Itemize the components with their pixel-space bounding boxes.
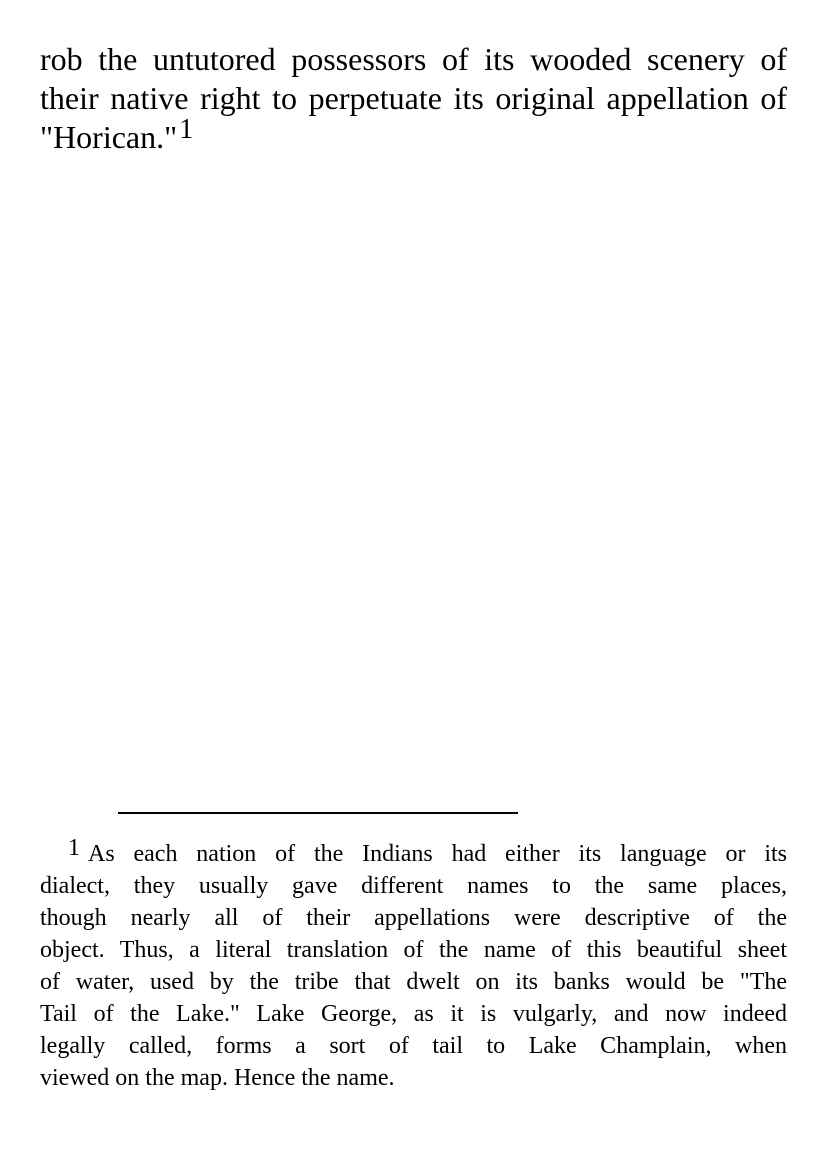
- footnote-line-last: viewed on the map. Hence the name.: [40, 1065, 395, 1091]
- footnote-line: of water, used by the tribe that dwelt on its banks would be "The: [40, 969, 787, 995]
- body-line: rob the untutored possessors of its wooded scenery of: [40, 41, 787, 77]
- footnote-reference-mark[interactable]: 1: [179, 114, 194, 145]
- footnote-line-first: [40, 835, 787, 870]
- body-paragraph: [40, 40, 787, 159]
- footnote: [40, 835, 787, 1094]
- body-line-last: [40, 114, 787, 159]
- body-line: their native right to perpetuate its original appellation of: [40, 80, 787, 116]
- footnote-line-text: As each nation of the Indians had either its language or its: [88, 841, 787, 867]
- footnote-marker: 1: [68, 835, 80, 861]
- body-line-text: "Horican.": [40, 119, 178, 155]
- footnote-line: Tail of the Lake." Lake George, as it is vulgarly, and now indeed: [40, 1001, 787, 1027]
- footnote-separator-rule: [118, 812, 518, 814]
- footnote-line: dialect, they usually gave different names to the same places,: [40, 873, 787, 899]
- footnote-line: though nearly all of their appellations were descriptive of the: [40, 905, 787, 931]
- footnote-line: object. Thus, a literal translation of the name of this beautiful sheet: [40, 937, 787, 963]
- footnote-line: legally called, forms a sort of tail to Lake Champlain, when: [40, 1033, 787, 1059]
